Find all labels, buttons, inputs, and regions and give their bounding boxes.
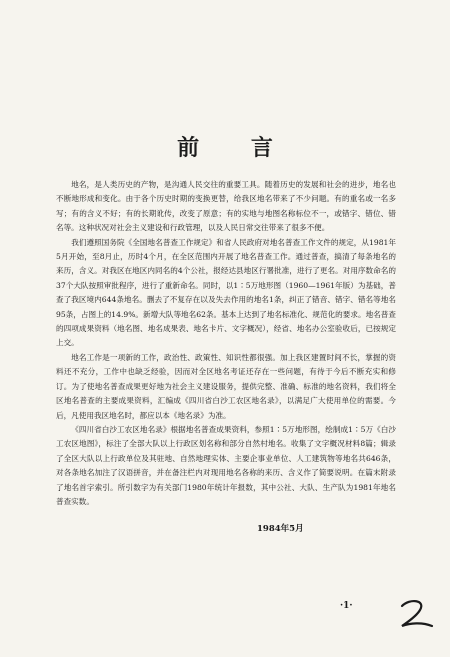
page-title: 前 言	[177, 136, 295, 161]
page-number: ·1·	[340, 601, 353, 611]
paragraph: 我们遵照国务院《全国地名普查工作规定》和省人民政府对地名普查工作文件的规定，从1981年5月开始，至8月止，历时4个月，在全区范围内开展了地名普查工作。通过普查，搞清了每条地名的来历，含义。对我区在地区内同名的4个公社，报经达县地区行署批准，进行了更名。对用序数命名的37个大队按照审批程序，进行了重新命名。同时，以1∶5万地形图（1960—1961年版）为基础，普查了我区境内644条地名。删去了不复存在以及失去作用的地名1条，纠正了错音、错字、错名等地名95条，占图上的14.9%。新增大队等地名62条。基本上达到了地名标准化、规范化的要求。地名普查的四项成果资料（地名图、地名成果表、地名卡片、文字概况），经省、地名办公室验收后，已按规定上交。	[56, 237, 396, 348]
handwritten-mark-icon	[396, 596, 436, 630]
paragraph: 地名，是人类历史的产物，是沟通人民交往的重要工具。随着历史的发展和社会的进步，地名也不断地形成和变化。由于各个历史时期的变换更替，给我区地名带来了不少问题。有的重名或一名多写；有的含义不好；有的长期讹传，改变了原意；有的实地与地图名称标位不一，或错字、错位、错名等。这种状况对社会主义建设和行政管理，以及人民日常交往带来了很多不便。	[56, 180, 396, 233]
paragraph: 《四川省白沙工农区地名录》根据地名普查成果资料，参照1∶5万地形图，绘制成1∶5万《白沙工农区地图》，标注了全部大队以上行政区划名称和部分自然村地名。收集了文字概况材料8篇；辑录了全区大队以上行政单位及其驻地、自然地理实体、主要企事业单位、人工建筑物等地名共646条，对各条地名加注了汉语拼音，并在备注栏内对现用地名各称的来历、含义作了简要说明。在篇末附录了地名首字索引。所引数字为有关部门1980年统计年报数，其中公社、大队、生产队为1981年地名普查实数。	[56, 424, 396, 506]
preface-body	[56, 178, 396, 509]
paragraph: 地名工作是一项新的工作，政治性、政策性、知识性都很强。加上我区建置时间不长，掌握的资料还不充分，工作中也缺乏经验，因而对全区地名考证还存在一些问题，有待于今后不断充实和修订。为了使地名普查成果更好地为社会主义建设服务，提供完整、准确、标准的地名资料，我们将全区地名普查的主要成果资料，汇编成《四川省白沙工农区地名录》，以满足广大使用单位的需要。今后，凡使用我区地名时，都应以本《地名录》为准。	[56, 352, 396, 420]
publication-date: 1984年5月	[257, 524, 304, 534]
